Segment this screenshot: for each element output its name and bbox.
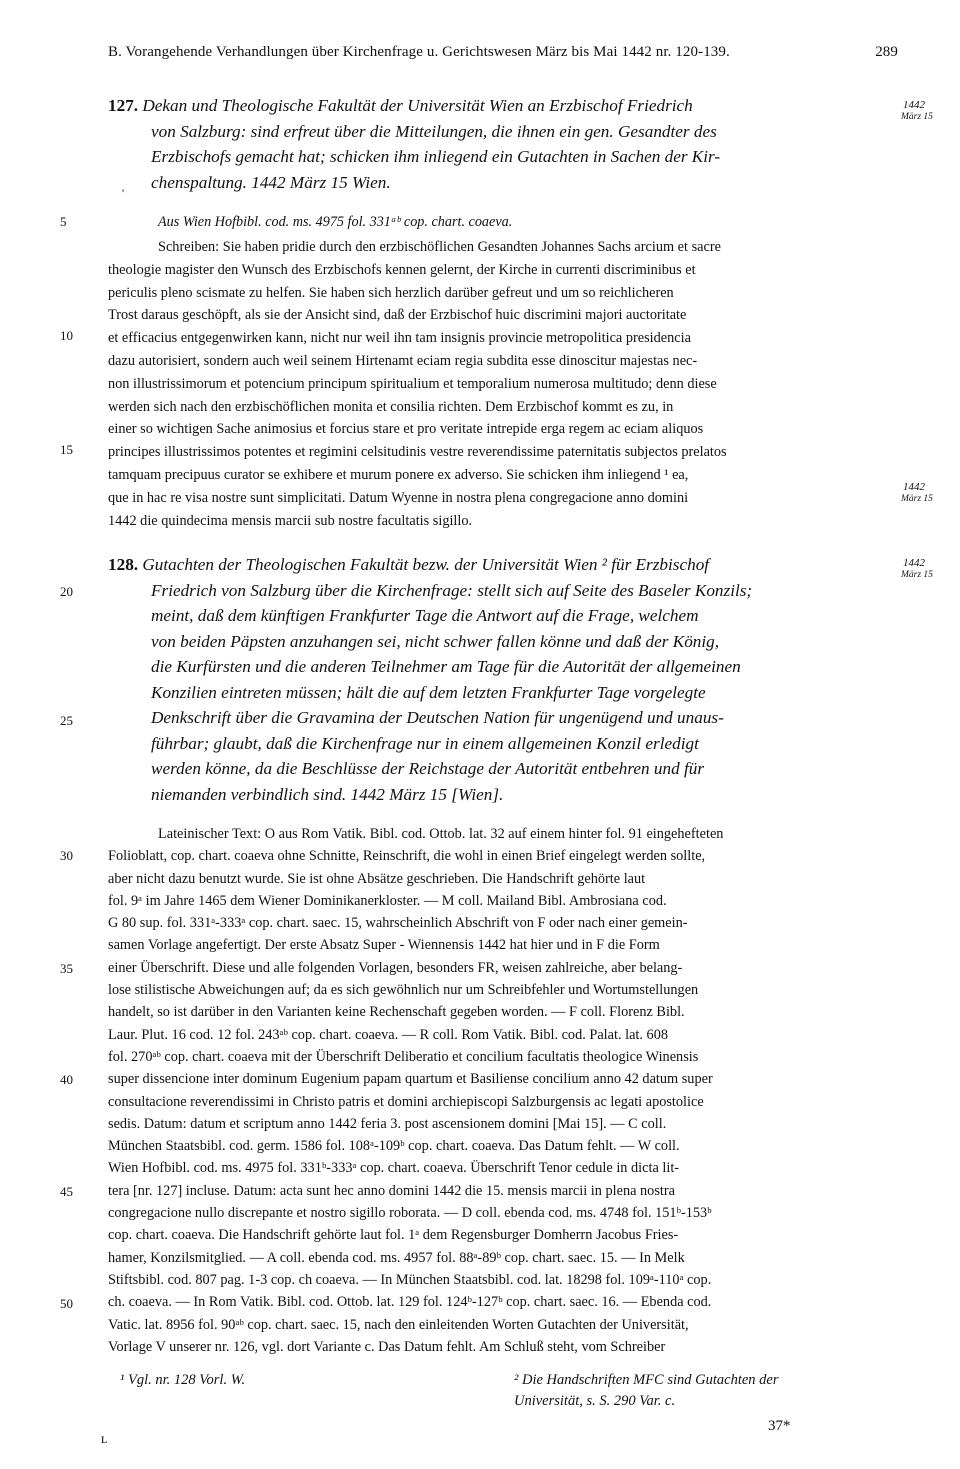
doc-128-title-line: von beiden Päpsten anzuhangen sei, nicht schwer fallen könne und daß der König, — [151, 631, 720, 651]
doc-128-title — [108, 552, 896, 807]
margin-date — [903, 557, 933, 581]
apparatus-line: Lateinischer Text: O aus Rom Vatik. Bibl. cod. Ottob. lat. 32 auf einem hinter fol. 91 eingehefteten — [158, 826, 724, 842]
doc-128-apparatus — [108, 823, 896, 1358]
doc-128-title-line: führbar; glaubt, daß die Kirchenfrage nur in einem allgemeinen Konzil erledigt — [151, 733, 699, 753]
apparatus-line: Wien Hofbibl. cod. ms. 4975 fol. 331ᵇ-333ᵃ cop. chart. coaeva. Überschrift Tenor cedule in dicta lit- — [108, 1160, 680, 1177]
doc-127-title — [108, 93, 896, 195]
doc-127-number: 127. — [108, 96, 139, 115]
doc-127-title-line: von Salzburg: sind erfreut über die Mitteilungen, die ihnen ein gen. Gesandter des — [151, 121, 717, 141]
line-number: 30 — [60, 848, 73, 863]
body-line: werden sich nach den erzbischöflichen monita et consilia richten. Dem Erzbischof kommt es zu, in — [108, 398, 674, 415]
apparatus-line: samen Vorlage angefertigt. Der erste Absatz Super - Wiennensis 1442 hat hier und in F die Form — [108, 937, 660, 954]
apparatus-line: lose stilistische Abweichungen auf; da es sich gewöhnlich nur um Schreibfehler und Wortumstellungen — [108, 982, 699, 999]
apparatus-line: München Staatsbibl. cod. germ. 1586 fol. 108ᵃ-109ᵇ cop. chart. coaeva. Das Datum fehlt. — W coll. — [108, 1138, 680, 1155]
body-line: dazu autorisiert, sondern auch weil seinem Hirtenamt eciam regia subdita esse dinoscitur majestas nec- — [108, 352, 698, 369]
apparatus-line: Vatic. lat. 8956 fol. 90ᵃᵇ cop. chart. saec. 15, nach den einleitenden Worten Gutachten der Universität, — [108, 1316, 689, 1333]
line-number: 25 — [60, 713, 73, 728]
apparatus-line: fol. 9ᵃ im Jahre 1465 dem Wiener Dominikanerkloster. — M coll. Mailand Bibl. Ambrosiana cod. — [108, 892, 667, 909]
body-line: Trost daraus geschöpft, als sie der Ansicht sind, daß der Erzbischof huic discrimini majori auctoritate — [108, 307, 687, 324]
doc-128-title-line: Friedrich von Salzburg über die Kirchenfrage: stellt sich auf Seite des Baseler Konzils; — [151, 580, 753, 600]
page-number: 289 — [875, 44, 898, 60]
apparatus-line: tera [nr. 127] incluse. Datum: acta sunt hec anno domini 1442 die 15. mensis marcii in plena nostra — [108, 1182, 675, 1199]
doc-128-title-line: die Kurfürsten und die anderen Teilnehmer am Tage für die Autorität der allgemeinen — [151, 657, 741, 676]
doc-127-title-line: chenspaltung. 1442 März 15 Wien. — [151, 172, 391, 192]
apparatus-line: congregacione nullo discrepante et nostro sigillo roborata. — D coll. ebenda cod. ms. 4748 fol. 151ᵇ-153ᵇ — [108, 1205, 712, 1222]
margin-date-year: 1442 — [903, 99, 925, 111]
body-line: 1442 die quindecima mensis marcii sub nostre facultatis sigillo. — [108, 512, 473, 529]
apparatus-line: Stiftsbibl. cod. 807 pag. 1-3 cop. ch coaeva. — In München Staatsbibl. cod. lat. 18298 fol. 109ᵃ-110ᵃ cop. — [108, 1271, 712, 1288]
body-line: Schreiben: Sie haben pridie durch den erzbischöflichen Gesandten Johannes Sachs arcium et sacre — [158, 239, 721, 255]
line-number: 40 — [60, 1072, 73, 1087]
doc-128-title-line: werden könne, da die Beschlüsse der Reichstage der Autorität entbehren und für — [151, 759, 705, 778]
body-line: principes illustrissimos potentes et regimini celsitudinis vestre reverendissime paternitatis subjectos prelatos — [108, 444, 727, 461]
footnote-2-line: Universität, s. S. 290 Var. c. — [514, 1393, 676, 1409]
body-line: periculis pleno scismate zu helfen. Sie haben sich herzlich darüber gefreut und um so reichlicheren — [108, 284, 674, 301]
apparatus-line: super dissencione inter dominum Eugenium papam quartum et Basiliense concilium anno 42 datum super — [108, 1071, 713, 1088]
margin-date — [903, 99, 933, 123]
apparatus-line: consultacione reverendissimi in Christo patris et domini archiepiscopi Salzburgensis ac legati apostolice — [108, 1093, 704, 1110]
body-line: et efficacius entgegenwirken kann, nicht nur weil ihn tam insignis provincie metropolitica presidencia — [108, 330, 691, 347]
doc-128-title-line: Denkschrift über die Gravamina der Deutschen Nation für ungenügend und unaus- — [151, 708, 724, 727]
apparatus-line: cop. chart. coaeva. Die Handschrift gehörte laut fol. 1ᵃ dem Regensburger Domherrn Jacobus Fries- — [108, 1227, 679, 1244]
doc-128-title-line: Konzilien eintreten müssen; hält die auf dem letzten Frankfurter Tage vorgelegte — [151, 682, 706, 702]
body-line: tamquam precipuus curator se exhibere et murum ponere ex adverso. Sie schicken ihm inliegend ¹ ea, — [108, 466, 689, 483]
doc-128-title-line: 128. Gutachten der Theologischen Fakultät bezw. der Universität Wien ² für Erzbischof — [108, 555, 710, 574]
body-line: einer so wichtigen Sache animosius et forcius stare et pro veritate intrepide erga regem ac eciam aliquos — [108, 421, 704, 438]
apparatus-line: einer Überschrift. Diese und alle folgenden Vorlagen, besonders FR, weisen zahlreiche, aber belang- — [108, 959, 683, 976]
margin-date — [903, 481, 933, 505]
signature-mark: 37* — [768, 1418, 791, 1434]
doc-127-body — [108, 236, 896, 532]
margin-date-day: März 15 — [901, 112, 933, 122]
margin-date-day: März 15 — [901, 494, 933, 504]
line-number: 5 — [60, 214, 67, 229]
line-number: 35 — [60, 961, 73, 976]
apparatus-line: Vorlage V unserer nr. 126, vgl. dort Variante c. Das Datum fehlt. Am Schluß steht, vom Schreiber — [108, 1338, 666, 1355]
apparatus-line: aber nicht dazu benutzt wurde. Sie ist ohne Absätze geschrieben. Die Handschrift gehörte laut — [108, 870, 646, 887]
apparatus-line: Laur. Plut. 16 cod. 12 fol. 243ᵃᵇ cop. chart. coaeva. — R coll. Rom Vatik. Bibl. cod. Palat. lat. 608 — [108, 1026, 669, 1043]
margin-tick: ' — [122, 186, 125, 200]
doc-128-number: 128. — [108, 555, 139, 574]
body-line: que in hac re visa nostre sunt simplicitati. Datum Wyenne in nostra plena congregacione anno domini — [108, 489, 689, 506]
apparatus-line: handelt, so ist darüber in den Varianten keine Rechenschaft gegeben worden. — F coll. Florenz Bibl. — [108, 1004, 685, 1021]
body-line: non illustrissimorum et potencium principum spiritualium et temporalium numerosa multitudo; denn diese — [108, 375, 717, 392]
footnote-2-line: ² Die Handschriften MFC sind Gutachten der — [514, 1372, 779, 1388]
doc-127-title-line: Erzbischofs gemacht hat; schicken ihm inliegend ein Gutachten in Sachen der Kir- — [151, 147, 721, 166]
line-number: 45 — [60, 1184, 73, 1199]
line-number: 50 — [60, 1296, 73, 1311]
doc-128-title-line: niemanden verbindlich sind. 1442 März 15 [Wien]. — [151, 784, 504, 804]
apparatus-line: G 80 sup. fol. 331ᵃ-333ᵃ cop. chart. saec. 15, wahrscheinlich Abschrift von F oder nach einer gemein- — [108, 915, 688, 932]
doc-128-title-line: meint, daß dem künftigen Frankfurter Tage die Antwort auf die Frage, welchem — [151, 606, 699, 625]
footnote-1: ¹ Vgl. nr. 128 Vorl. W. — [120, 1372, 246, 1388]
running-title: B. Vorangehende Verhandlungen über Kirchenfrage u. Gerichtswesen März bis Mai 1442 nr. 120-139. — [108, 44, 730, 60]
line-number: 15 — [60, 442, 73, 457]
line-number: 20 — [60, 584, 73, 599]
apparatus-line: Folioblatt, cop. chart. coaeva ohne Schnitte, Reinschrift, die wohl in einen Brief eingelegt werden sollte, — [108, 848, 706, 865]
running-header — [108, 44, 898, 61]
margin-date-day: März 15 — [901, 570, 933, 580]
body-line: theologie magister den Wunsch des Erzbischofs kennen gelernt, der Kirche in currenti discriminibus et — [108, 261, 696, 278]
line-number: 10 — [60, 328, 73, 343]
apparatus-line: ch. coaeva. — In Rom Vatik. Bibl. cod. Ottob. lat. 129 fol. 124ᵇ-127ᵇ cop. chart. saec. 16. — Ebenda cod. — [108, 1294, 712, 1311]
margin-date-year: 1442 — [903, 557, 925, 569]
corner-mark: ʟ — [101, 1432, 108, 1447]
footnote-2 — [514, 1370, 779, 1412]
doc-127-title-line: 127. Dekan und Theologische Fakultät der Universität Wien an Erzbischof Friedrich — [108, 96, 693, 115]
apparatus-line: hamer, Konzilsmitglied. — A coll. ebenda cod. ms. 4957 fol. 88ᵃ-89ᵇ cop. chart. saec. 15. — In Melk — [108, 1249, 685, 1266]
apparatus-line: fol. 270ᵃᵇ cop. chart. coaeva mit der Überschrift Deliberatio et concilium facultatis theologice Winensis — [108, 1048, 699, 1065]
margin-date-year: 1442 — [903, 481, 925, 493]
doc-127-source: Aus Wien Hofbibl. cod. ms. 4975 fol. 331ᵃᵇ cop. chart. coaeva. — [158, 214, 513, 230]
apparatus-line: sedis. Datum: datum et scriptum anno 1442 feria 3. post ascensionem domini [Mai 15]. — C coll. — [108, 1115, 667, 1132]
